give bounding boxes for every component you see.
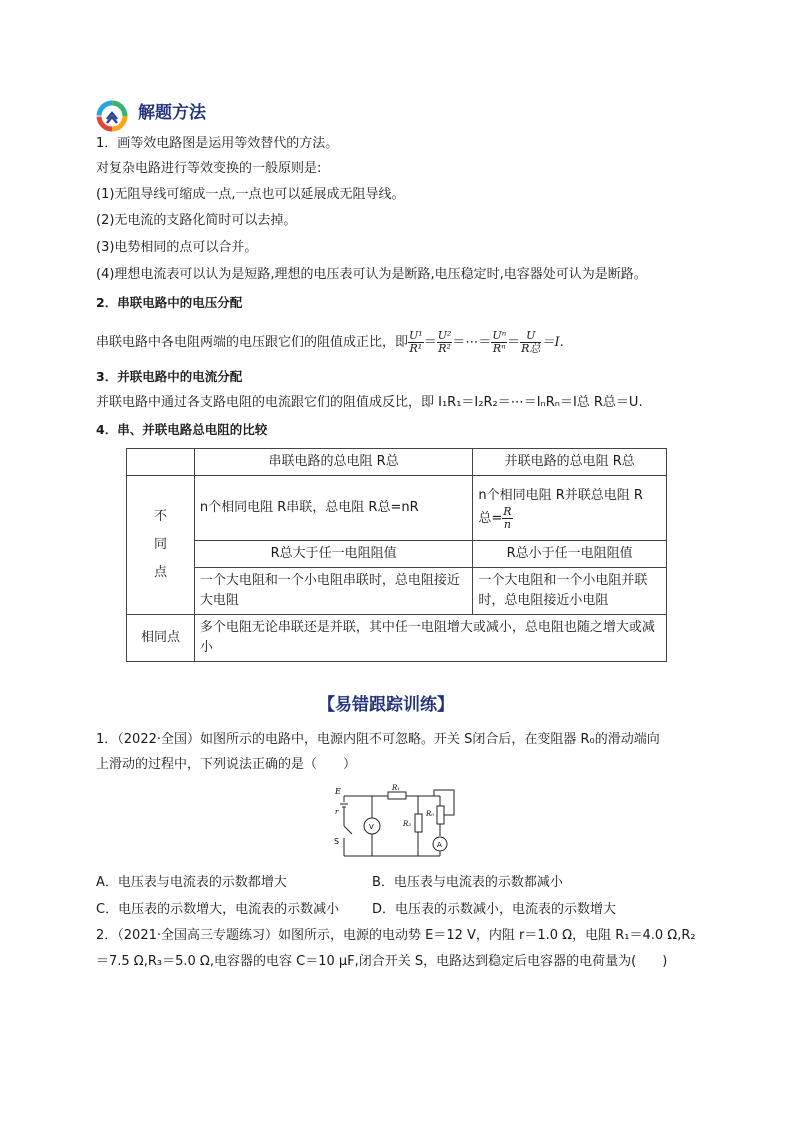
fraction-1: [408, 330, 424, 355]
fraction-4: [520, 330, 541, 355]
parallel-count-line2: [478, 506, 661, 531]
cell-parallel-count: [473, 476, 667, 541]
table-row: [127, 615, 667, 662]
label-R2: R₂: [403, 820, 412, 828]
same-label: 相同点: [127, 615, 195, 662]
label-R1: R₁: [392, 784, 401, 792]
table-row: [127, 541, 667, 568]
cell-parallel-mixed: 一个大电阻和一个小电阻并联时，总电阻接近小电阻: [473, 568, 667, 615]
q2-line2: ＝7.5 Ω,R₃＝5.0 Ω,电容器的电容 C＝10 μF,闭合开关 S，电路达到稳定后电容器的电荷量为( ): [96, 954, 668, 969]
table-cell-empty: [127, 449, 195, 476]
fraction-1-num: U¹: [409, 329, 423, 342]
heading-2: 2．串联电路中的电压分配: [96, 295, 243, 310]
parallel-fraction: [502, 506, 512, 531]
q1-option-a[interactable]: A．电压表与电流表的示数都增大: [96, 875, 287, 890]
resistor-r1: [388, 792, 406, 799]
circuit-diagram: [330, 782, 465, 862]
rule-2: (2)无电流的支路化简时可以去掉。: [96, 213, 297, 228]
rule-1: (1)无阻导线可缩成一点,一点也可以延展成无阻导线。: [96, 187, 405, 202]
q1-line2: 上滑动的过程中，下列说法正确的是（ ）: [96, 757, 357, 772]
voltmeter-icon: V: [369, 823, 374, 831]
parallel-fraction-den: n: [503, 517, 511, 531]
resistor-r0: [437, 806, 444, 824]
table-row: [127, 476, 667, 541]
resistance-comparison-table: [126, 448, 667, 662]
resistor-r2: [415, 814, 422, 832]
formula-end: ＝I.: [541, 335, 564, 350]
parallel-count-prefix: 总=: [478, 510, 503, 526]
parallel-current-statement: 并联电路中通过各支路电阻的电流跟它们的阻值成反比，即 I₁R₁＝I₂R₂＝⋯＝IₙRₙ＝I总 R总＝U.: [96, 395, 643, 410]
table-row: [127, 568, 667, 615]
label-S: S: [334, 837, 340, 846]
q1-line1: 1．（2022·全国）如图所示的电路中，电源内阻不可忽略。开关 S闭合后，在变阻器 R₀的滑动端向: [96, 732, 660, 747]
fraction-2-den: R²: [438, 342, 451, 355]
method-logo-icon: [96, 100, 128, 132]
parallel-count-line1: n个相同电阻 R并联总电阻 R: [478, 487, 643, 503]
series-voltage-text: 串联电路中各电阻两端的电压跟它们的阻值成正比，即: [96, 335, 409, 350]
fraction-4-num: U: [520, 330, 541, 343]
section-title: 解题方法: [138, 103, 206, 123]
rule-4: (4)理想电流表可以认为是短路,理想的电压表可认为是断路,电压稳定时,电容器处可认为是断路。: [96, 267, 647, 282]
fraction-3-den: Rⁿ: [492, 342, 506, 355]
practice-banner: 【易错跟踪训练】: [318, 695, 454, 715]
diff-label: 不 同 点: [127, 476, 195, 615]
fraction-2-num: U²: [437, 329, 452, 342]
label-E: E: [335, 787, 341, 796]
fraction-2: [437, 330, 453, 355]
table-row: [127, 449, 667, 476]
heading-3: 3．并联电路中的电流分配: [96, 369, 243, 384]
formula-ellipsis: ＝⋯＝: [452, 335, 492, 350]
header-series: 串联电路的总电阻 R总: [194, 449, 472, 476]
cell-series-count: n个相同电阻 R串联，总电阻 R总=nR: [194, 476, 472, 541]
label-r: r: [335, 808, 339, 816]
fraction-3: [491, 330, 507, 355]
series-voltage-statement: 串联电路中各电阻两端的电压跟它们的阻值成正比，即 $\frac{\text{U¹}}{\text{R¹}}$ ＝ $\frac{\text{U²}}{\text{R²}}$ ＝⋯＝ $\frac{\text{Uⁿ}}{\text{Rⁿ}}$ ＝ $\frac{U}{\text{R总}}$ ＝I.: [96, 329, 564, 355]
q1-option-c[interactable]: C．电压表的示数增大，电流表的示数减小: [96, 902, 340, 917]
parallel-fraction-num: R: [503, 504, 512, 518]
same-text: 多个电阻无论串联还是并联，其中任一电阻增大或减小，总电阻也随之增大或减小: [194, 615, 666, 662]
cell-series-mixed: 一个大电阻和一个小电阻串联时，总电阻接近大电阻: [194, 568, 472, 615]
method-p1: 1．画等效电路图是运用等效替代的方法。: [96, 136, 339, 151]
q1-option-d[interactable]: D．电压表的示数减小，电流表的示数增大: [372, 902, 617, 917]
q2-line1: 2．（2021·全国高三专题练习）如图所示，电源的电动势 E＝12 V，内阻 r＝1.0 Ω，电阻 R₁＝4.0 Ω,R₂: [96, 928, 696, 943]
method-p2: 对复杂电路进行等效变换的一般原则是:: [96, 161, 322, 176]
header-parallel: 并联电路的总电阻 R总: [473, 449, 667, 476]
fraction-1-den: R¹: [409, 342, 423, 355]
ammeter-icon: A: [437, 841, 442, 849]
cell-parallel-compare: R总小于任一电阻阻值: [473, 541, 667, 568]
fraction-4-den: R总: [521, 342, 541, 355]
label-R0: R₀: [426, 810, 435, 818]
q1-option-b[interactable]: B．电压表与电流表的示数都减小: [372, 875, 563, 890]
heading-4: 4．串、并联电路总电阻的比较: [96, 422, 268, 437]
rule-3: (3)电势相同的点可以合并。: [96, 240, 258, 255]
fraction-3-num: Uⁿ: [492, 329, 507, 342]
cell-series-compare: R总大于任一电阻阻值: [194, 541, 472, 568]
